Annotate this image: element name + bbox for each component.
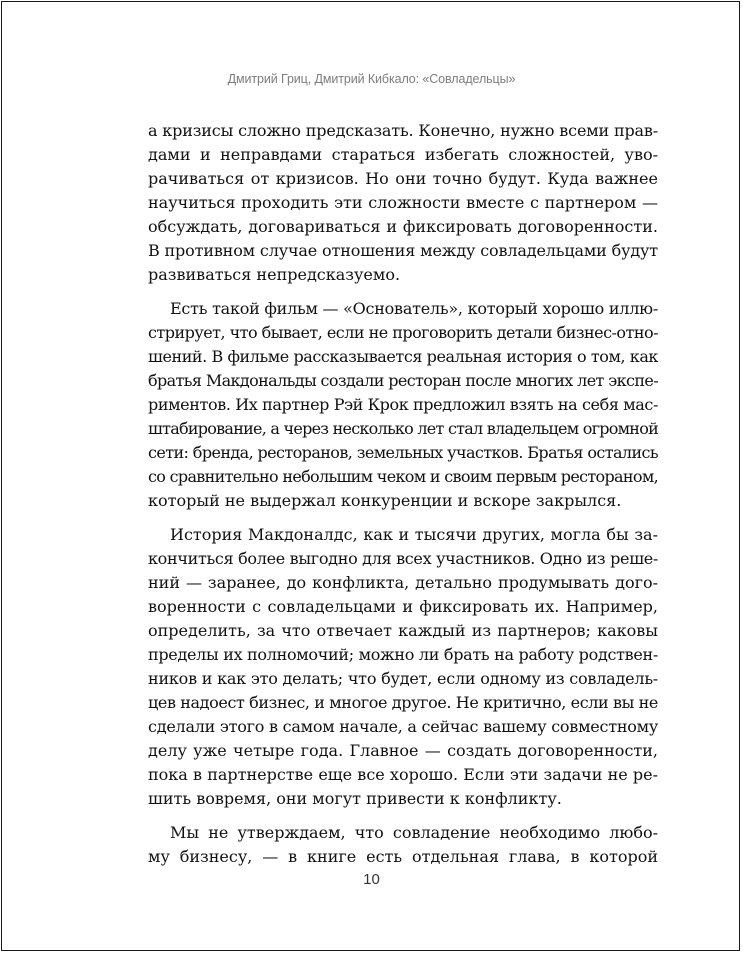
text-line: делу уже четыре года. Главное — создать договоренности,	[148, 741, 658, 760]
text-line: цев надоест бизнес, и многое другое. Не критично, если вы не	[148, 693, 659, 712]
paragraph	[148, 297, 658, 513]
text-line: штабирование, а через несколько лет стал владельцем огромной	[148, 419, 658, 438]
text-line: который не выдержал конкуренции и вскоре закрылся.	[148, 491, 622, 510]
text-line: определить, за что отвечает каждый из партнеров; каковы	[148, 621, 658, 640]
text-line: ний — заранее, до конфликта, детально продумывать дого-	[148, 573, 658, 592]
running-header: Дмитрий Гриц, Дмитрий Кибкало: «Совладельцы»	[227, 72, 516, 86]
text-line: стрирует, что бывает, если не проговорить детали бизнес-отно-	[148, 323, 658, 342]
text-line: История Макдоналдс, как и тысячи других, могла бы за-	[170, 525, 658, 544]
text-line: В противном случае отношения между совладельцами будут	[148, 241, 659, 260]
text-line: шить вовремя, они могут привести к конфликту.	[148, 789, 562, 808]
paragraph	[148, 119, 658, 287]
text-line: воренности с совладельцами и фиксировать их. Например,	[148, 597, 658, 616]
text-line: сделали этого в самом начале, а сейчас вашему совместному	[148, 717, 658, 736]
text-line: научиться проходить эти сложности вместе с партнером —	[148, 193, 658, 212]
text-line: шений. В фильме рассказывается реальная история о том, как	[148, 347, 659, 366]
text-line: пока в партнерстве еще все хорошо. Если эти задачи не ре-	[148, 765, 658, 784]
body-text	[148, 119, 658, 879]
text-line: пределы их полномочий; можно ли брать на работу родствен-	[148, 645, 658, 664]
text-line: му бизнесу, — в книге есть отдельная глава, в которой	[148, 847, 658, 866]
text-line: ников и как это делать; что будет, если одному из совладель-	[148, 669, 659, 688]
text-line: братья Макдональды создали ресторан после многих лет экспе-	[148, 371, 659, 390]
text-line: развиваться непредсказуемо.	[148, 265, 401, 284]
paragraph	[148, 821, 658, 869]
text-line: Мы не утверждаем, что совладение необходимо любо-	[170, 823, 658, 842]
text-line: а кризисы сложно предсказать. Конечно, нужно всеми прав-	[148, 121, 659, 140]
text-line: рачиваться от кризисов. Но они точно будут. Куда важнее	[148, 169, 658, 188]
text-line: риментов. Их партнер Рэй Крок предложил взять на себя мас-	[148, 395, 658, 414]
page-number: 10	[363, 871, 380, 888]
text-line: со сравнительно небольшим чеком и своим первым рестораном,	[148, 467, 658, 486]
text-line: Есть такой фильм — «Основатель», который хорошо иллю-	[170, 299, 659, 318]
text-line: дами и неправдами стараться избегать сложностей, уво-	[148, 145, 658, 164]
text-line: сети: бренда, ресторанов, земельных участков. Братья остались	[148, 443, 658, 462]
text-line: кончиться более выгодно для всех участников. Одно из реше-	[148, 549, 659, 568]
paragraph	[148, 523, 658, 811]
text-line: обсуждать, договариваться и фиксировать договоренности.	[148, 217, 658, 236]
